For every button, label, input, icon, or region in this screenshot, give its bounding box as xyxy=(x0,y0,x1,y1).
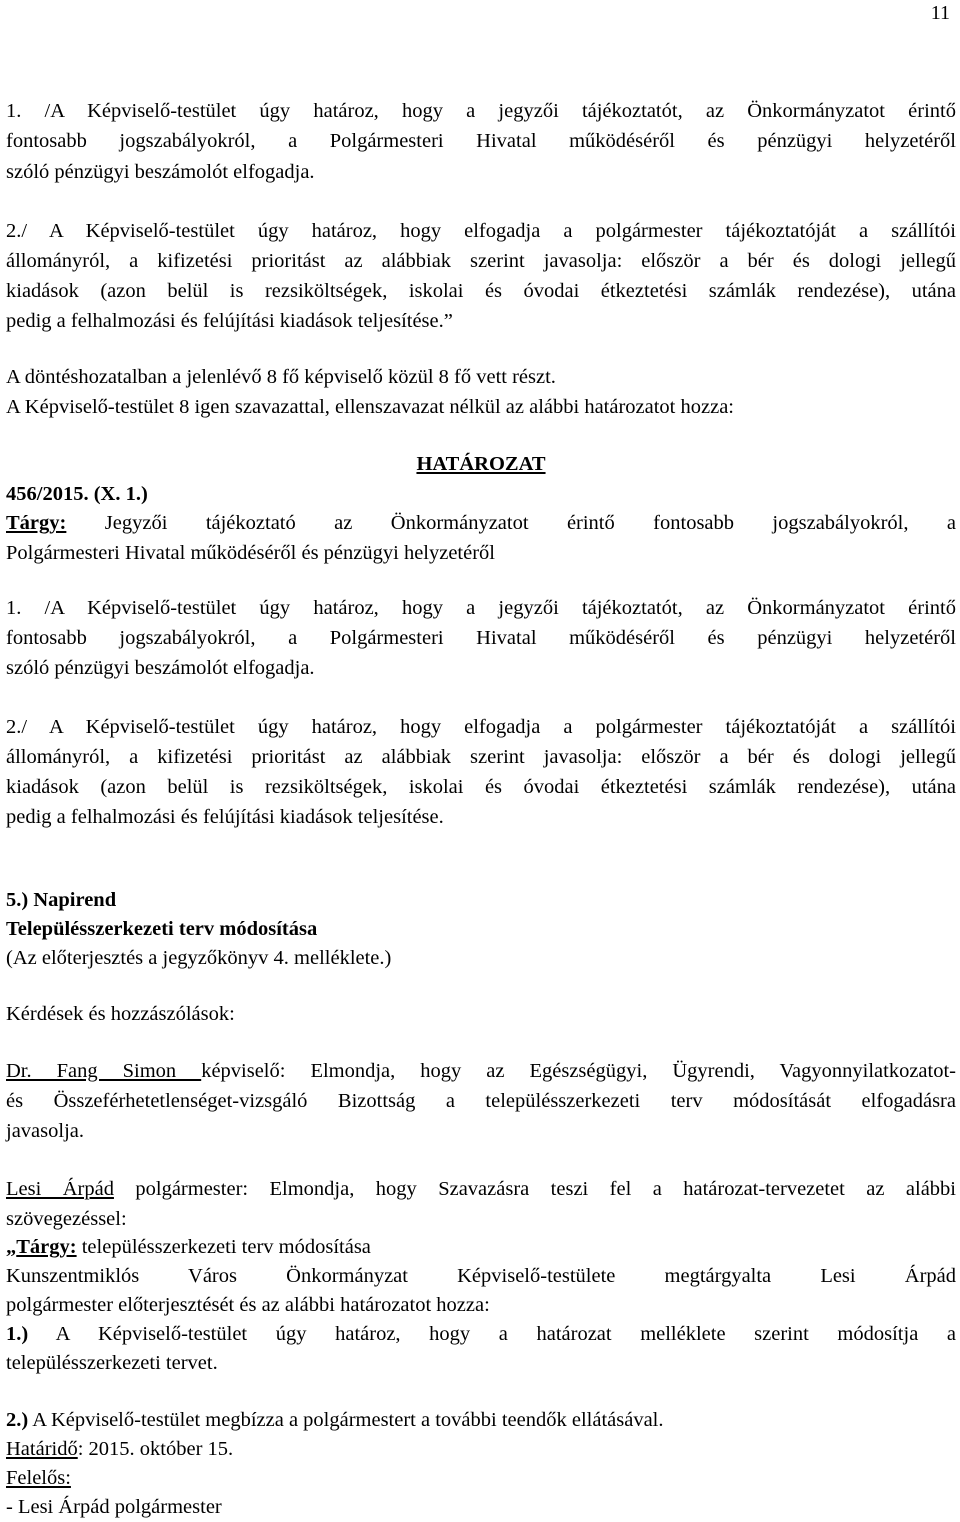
item-text: A Képviselő-testület megbízza a polgármestert a további teendők ellátásával. xyxy=(28,1409,664,1431)
draft-body-line: Kunszentmiklós Város Önkormányzat Képviselő-testülete megtárgyalta Lesi Árpád xyxy=(6,1265,956,1287)
resolution-number: 456/2015. (X. 1.) xyxy=(6,483,148,505)
draft-item1-row xyxy=(6,1320,956,1349)
item-number: 1.) xyxy=(6,1323,29,1345)
resolution-subject-row xyxy=(6,509,956,538)
paragraph-line: 2./ A Képviselő-testület úgy határoz, hogy elfogadja a polgármester tájékoztatóját a szállítói xyxy=(6,220,956,242)
agenda-annex-note: (Az előterjesztés a jegyzőkönyv 4. melléklete.) xyxy=(6,947,392,969)
vote-result: A Képviselő-testület 8 igen szavazattal, ellenszavazat nélkül az alábbi határozatot hozza: xyxy=(6,396,734,418)
paragraph-line: állományról, a kifizetési prioritást az alábbiak szerint javasolja: először a bér és dologi jellegű xyxy=(6,250,956,272)
opening-quote: „ xyxy=(6,1236,17,1258)
subject-text-continued: Polgármesteri Hivatal működéséről és pénzügyi helyzetéről xyxy=(6,542,495,564)
paragraph-line: kiadások (azon belül is rezsiköltségek, iskolai és óvodai étkeztetési számlák rendezése), utána xyxy=(6,280,956,302)
speaker-text: polgármester: Elmondja, hogy Szavazásra teszi fel a határozat-tervezetet az alábbi xyxy=(113,1178,956,1200)
speaker-name: Lesi Árpád xyxy=(6,1178,114,1200)
paragraph-line: 2./ A Képviselő-testület úgy határoz, hogy elfogadja a polgármester tájékoztatóját a szállítói xyxy=(6,716,956,738)
page-number: 11 xyxy=(930,2,950,24)
subject-label: Tárgy: xyxy=(6,512,67,534)
resolution-heading-row xyxy=(6,450,956,479)
paragraph-line: szóló pénzügyi beszámolót elfogadja. xyxy=(6,657,315,679)
deadline-label: Határidő xyxy=(6,1438,78,1460)
agenda-title: Településszerkezeti terv módosítása xyxy=(6,918,318,940)
paragraph-line: 1. /A Képviselő-testület úgy határoz, hogy a jegyzői tájékoztatót, az Önkormányzatot érintő xyxy=(6,100,956,122)
responsible-person: - Lesi Árpád polgármester xyxy=(6,1496,222,1518)
item-text-continued: településszerkezeti tervet. xyxy=(6,1352,218,1374)
draft-item2-row xyxy=(6,1406,956,1435)
draft-subject-text: településszerkezeti terv módosítása xyxy=(76,1236,371,1258)
speaker-text-continued: javasolja. xyxy=(6,1120,84,1142)
paragraph-line: pedig a felhalmozási és felújítási kiadások teljesítése. xyxy=(6,806,444,828)
draft-subject-label: Tárgy: xyxy=(16,1236,77,1258)
paragraph-line: állományról, a kifizetési prioritást az alábbiak szerint javasolja: először a bér és dologi jellegű xyxy=(6,746,956,768)
questions-heading: Kérdések és hozzászólások: xyxy=(6,1003,235,1025)
speaker-text: képviselő: Elmondja, hogy az Egészségügyi, Ügyrendi, Vagyonnyilatkozatot- xyxy=(201,1060,956,1082)
speaker-text-continued: és Összeférhetetlenséget-vizsgáló Bizottság a településszerkezeti terv módosítását elfogadásra xyxy=(6,1090,956,1112)
subject-text: Jegyzői tájékoztató az Önkormányzatot érintő fontosabb jogszabályokról, a xyxy=(104,512,957,534)
draft-subject-row xyxy=(6,1233,956,1262)
vote-participation: A döntéshozatalban a jelenlévő 8 fő képviselő közül 8 fő vett részt. xyxy=(6,366,556,388)
speaker1-row xyxy=(6,1057,956,1086)
item-text: A Képviselő-testület úgy határoz, hogy a határozat melléklete szerint módosítja a xyxy=(28,1323,956,1345)
paragraph-line: kiadások (azon belül is rezsiköltségek, iskolai és óvodai étkeztetési számlák rendezése), utána xyxy=(6,776,956,798)
speaker-text-continued: szövegezéssel: xyxy=(6,1208,127,1230)
paragraph-line: 1. /A Képviselő-testület úgy határoz, hogy a jegyzői tájékoztatót, az Önkormányzatot érintő xyxy=(6,597,956,619)
deadline-row xyxy=(6,1435,956,1464)
resolution-heading: HATÁROZAT xyxy=(416,453,546,475)
responsible-label: Felelős: xyxy=(6,1467,71,1489)
agenda-label: 5.) Napirend xyxy=(6,889,117,911)
paragraph-line: fontosabb jogszabályokról, a Polgármesteri Hivatal működéséről és pénzügyi helyzetéről xyxy=(6,627,956,649)
deadline-value: : 2015. október 15. xyxy=(77,1438,234,1460)
paragraph-line: szóló pénzügyi beszámolót elfogadja. xyxy=(6,161,315,183)
draft-body-line: polgármester előterjesztését és az alábbi határozatot hozza: xyxy=(6,1294,490,1316)
item-number: 2.) xyxy=(6,1409,29,1431)
paragraph-line: pedig a felhalmozási és felújítási kiadások teljesítése.” xyxy=(6,310,453,332)
speaker-name: Dr. Fang Simon xyxy=(6,1060,202,1082)
paragraph-line: fontosabb jogszabályokról, a Polgármesteri Hivatal működéséről és pénzügyi helyzetéről xyxy=(6,130,956,152)
speaker2-row xyxy=(6,1175,956,1204)
